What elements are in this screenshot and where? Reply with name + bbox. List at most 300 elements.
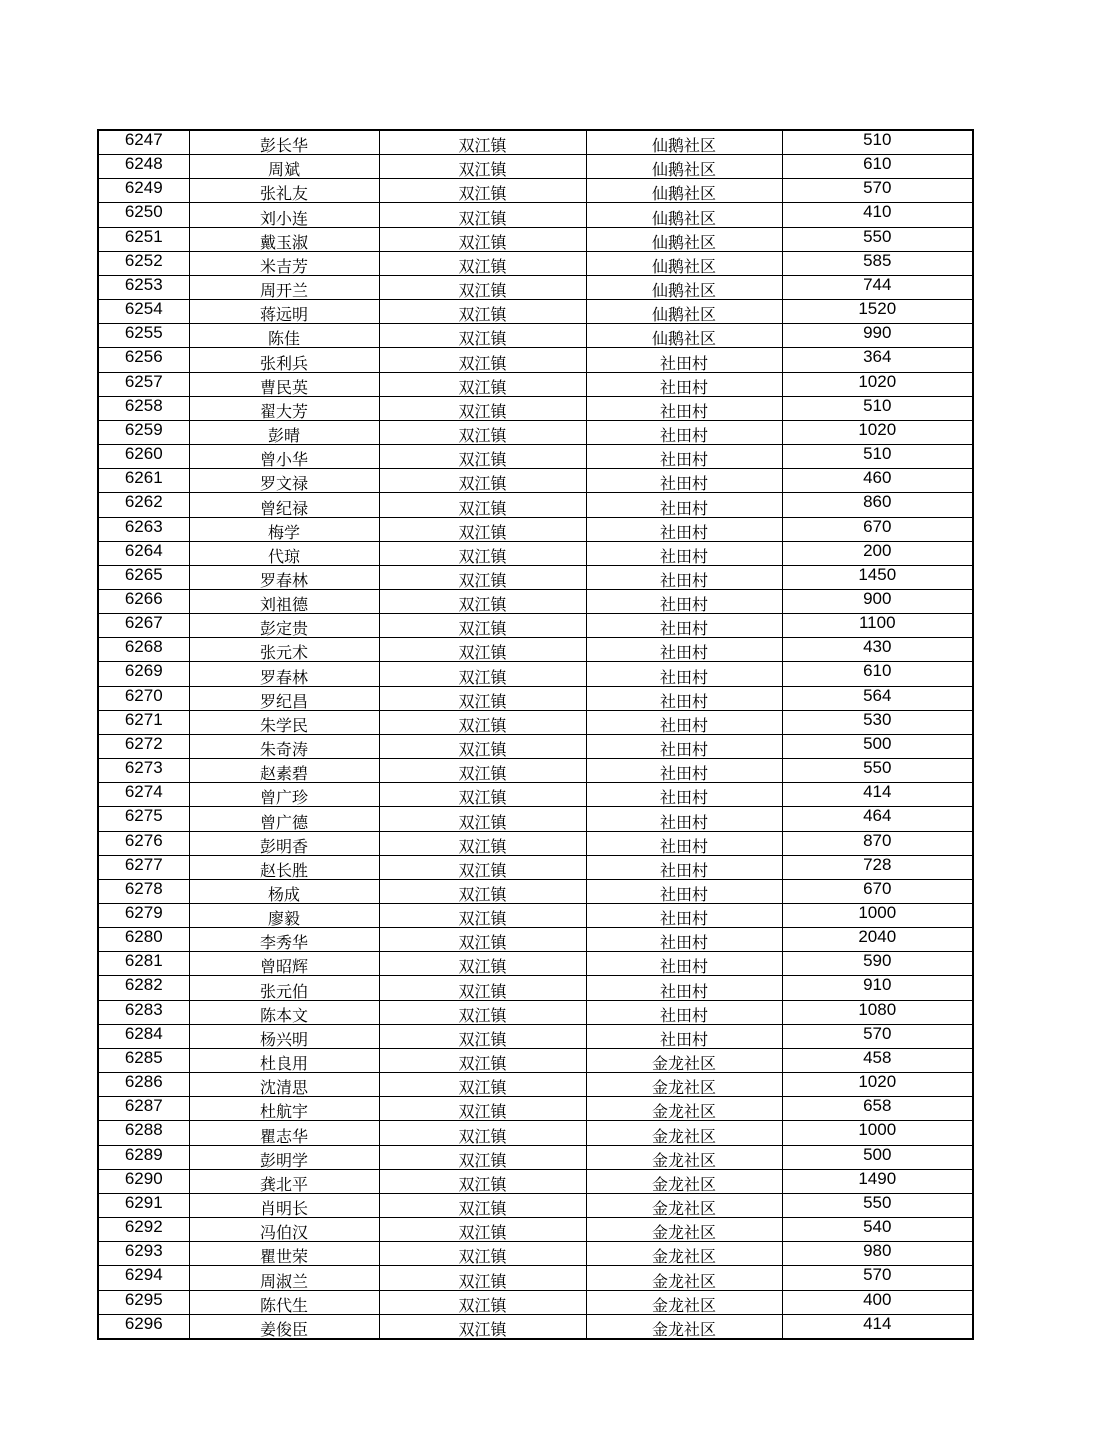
cell-town: 双江镇 [379, 614, 586, 638]
cell-id: 6263 [98, 517, 189, 541]
cell-id: 6285 [98, 1048, 189, 1072]
cell-village: 社田村 [586, 638, 782, 662]
cell-village: 社田村 [586, 686, 782, 710]
cell-id: 6265 [98, 565, 189, 589]
cell-village: 金龙社区 [586, 1073, 782, 1097]
cell-village: 社田村 [586, 493, 782, 517]
cell-name: 罗春林 [189, 662, 379, 686]
cell-id: 6266 [98, 589, 189, 613]
cell-village: 金龙社区 [586, 1097, 782, 1121]
cell-id: 6294 [98, 1266, 189, 1290]
cell-amount: 458 [782, 1048, 973, 1072]
cell-name: 彭明学 [189, 1145, 379, 1169]
table-row [98, 541, 973, 565]
cell-id: 6273 [98, 759, 189, 783]
cell-village: 金龙社区 [586, 1169, 782, 1193]
table-row [98, 614, 973, 638]
cell-id: 6291 [98, 1193, 189, 1217]
cell-id: 6283 [98, 1000, 189, 1024]
cell-amount: 585 [782, 251, 973, 275]
cell-village: 社田村 [586, 904, 782, 928]
cell-amount: 510 [782, 445, 973, 469]
cell-id: 6255 [98, 324, 189, 348]
cell-town: 双江镇 [379, 251, 586, 275]
cell-id: 6296 [98, 1314, 189, 1339]
cell-town: 双江镇 [379, 1024, 586, 1048]
cell-name: 蒋远明 [189, 300, 379, 324]
cell-name: 曾广珍 [189, 783, 379, 807]
cell-amount: 410 [782, 203, 973, 227]
cell-amount: 744 [782, 275, 973, 299]
cell-town: 双江镇 [379, 952, 586, 976]
cell-village: 金龙社区 [586, 1121, 782, 1145]
cell-amount: 510 [782, 396, 973, 420]
cell-id: 6250 [98, 203, 189, 227]
cell-town: 双江镇 [379, 348, 586, 372]
table-row [98, 831, 973, 855]
table-row [98, 638, 973, 662]
data-table [97, 129, 974, 1340]
cell-id: 6272 [98, 734, 189, 758]
cell-name: 龚北平 [189, 1169, 379, 1193]
cell-name: 罗春林 [189, 565, 379, 589]
cell-village: 社田村 [586, 1000, 782, 1024]
table-row [98, 396, 973, 420]
cell-name: 张礼友 [189, 179, 379, 203]
cell-village: 仙鹅社区 [586, 179, 782, 203]
cell-name: 姜俊臣 [189, 1314, 379, 1339]
cell-village: 金龙社区 [586, 1266, 782, 1290]
cell-town: 双江镇 [379, 1290, 586, 1314]
table-row [98, 928, 973, 952]
cell-name: 杨兴明 [189, 1024, 379, 1048]
table-row [98, 1073, 973, 1097]
cell-name: 沈清思 [189, 1073, 379, 1097]
cell-id: 6262 [98, 493, 189, 517]
cell-village: 社田村 [586, 928, 782, 952]
cell-amount: 1000 [782, 904, 973, 928]
cell-town: 双江镇 [379, 1314, 586, 1339]
cell-id: 6292 [98, 1218, 189, 1242]
cell-id: 6260 [98, 445, 189, 469]
table-row [98, 372, 973, 396]
cell-town: 双江镇 [379, 807, 586, 831]
cell-village: 社田村 [586, 614, 782, 638]
cell-id: 6248 [98, 155, 189, 179]
cell-id: 6289 [98, 1145, 189, 1169]
cell-name: 朱学民 [189, 710, 379, 734]
table-row [98, 420, 973, 444]
cell-town: 双江镇 [379, 1145, 586, 1169]
cell-name: 张元伯 [189, 976, 379, 1000]
cell-id: 6253 [98, 275, 189, 299]
cell-id: 6249 [98, 179, 189, 203]
cell-amount: 200 [782, 541, 973, 565]
cell-amount: 400 [782, 1290, 973, 1314]
cell-id: 6284 [98, 1024, 189, 1048]
cell-village: 社田村 [586, 348, 782, 372]
table-row [98, 1193, 973, 1217]
cell-amount: 430 [782, 638, 973, 662]
table-row [98, 662, 973, 686]
cell-town: 双江镇 [379, 976, 586, 1000]
cell-village: 社田村 [586, 445, 782, 469]
cell-town: 双江镇 [379, 638, 586, 662]
table-row [98, 1145, 973, 1169]
cell-village: 仙鹅社区 [586, 203, 782, 227]
cell-town: 双江镇 [379, 517, 586, 541]
cell-village: 金龙社区 [586, 1242, 782, 1266]
cell-amount: 414 [782, 1314, 973, 1339]
cell-id: 6261 [98, 469, 189, 493]
cell-amount: 550 [782, 227, 973, 251]
cell-amount: 570 [782, 1024, 973, 1048]
cell-village: 社田村 [586, 783, 782, 807]
cell-village: 金龙社区 [586, 1048, 782, 1072]
cell-village: 金龙社区 [586, 1290, 782, 1314]
cell-village: 社田村 [586, 807, 782, 831]
cell-id: 6290 [98, 1169, 189, 1193]
cell-town: 双江镇 [379, 1048, 586, 1072]
cell-name: 翟大芳 [189, 396, 379, 420]
cell-name: 朱奇涛 [189, 734, 379, 758]
cell-name: 曹民英 [189, 372, 379, 396]
cell-town: 双江镇 [379, 1193, 586, 1217]
cell-town: 双江镇 [379, 324, 586, 348]
cell-village: 社田村 [586, 759, 782, 783]
cell-id: 6256 [98, 348, 189, 372]
cell-amount: 1000 [782, 1121, 973, 1145]
cell-village: 社田村 [586, 469, 782, 493]
cell-village: 仙鹅社区 [586, 155, 782, 179]
cell-name: 杨成 [189, 879, 379, 903]
cell-village: 社田村 [586, 1024, 782, 1048]
cell-id: 6278 [98, 879, 189, 903]
table-row [98, 1048, 973, 1072]
table-row [98, 589, 973, 613]
cell-amount: 1020 [782, 1073, 973, 1097]
cell-amount: 1490 [782, 1169, 973, 1193]
table-row [98, 1266, 973, 1290]
cell-name: 肖明长 [189, 1193, 379, 1217]
cell-town: 双江镇 [379, 565, 586, 589]
table-row [98, 469, 973, 493]
table-row [98, 179, 973, 203]
cell-amount: 1100 [782, 614, 973, 638]
cell-town: 双江镇 [379, 855, 586, 879]
table-row [98, 1024, 973, 1048]
cell-id: 6247 [98, 130, 189, 155]
table-row [98, 1218, 973, 1242]
cell-town: 双江镇 [379, 469, 586, 493]
cell-name: 周淑兰 [189, 1266, 379, 1290]
cell-village: 社田村 [586, 879, 782, 903]
cell-name: 米吉芳 [189, 251, 379, 275]
table-row [98, 1097, 973, 1121]
cell-id: 6275 [98, 807, 189, 831]
cell-name: 彭晴 [189, 420, 379, 444]
cell-amount: 658 [782, 1097, 973, 1121]
cell-village: 社田村 [586, 420, 782, 444]
cell-name: 梅学 [189, 517, 379, 541]
cell-amount: 1020 [782, 420, 973, 444]
cell-town: 双江镇 [379, 420, 586, 444]
cell-town: 双江镇 [379, 130, 586, 155]
cell-town: 双江镇 [379, 734, 586, 758]
cell-town: 双江镇 [379, 1097, 586, 1121]
cell-town: 双江镇 [379, 1218, 586, 1242]
table-row [98, 734, 973, 758]
cell-village: 社田村 [586, 734, 782, 758]
cell-town: 双江镇 [379, 710, 586, 734]
cell-town: 双江镇 [379, 1121, 586, 1145]
table-row [98, 1290, 973, 1314]
cell-town: 双江镇 [379, 372, 586, 396]
cell-village: 金龙社区 [586, 1193, 782, 1217]
cell-id: 6288 [98, 1121, 189, 1145]
cell-town: 双江镇 [379, 155, 586, 179]
table-row [98, 952, 973, 976]
cell-village: 仙鹅社区 [586, 275, 782, 299]
table-row [98, 445, 973, 469]
cell-id: 6251 [98, 227, 189, 251]
cell-village: 社田村 [586, 855, 782, 879]
cell-id: 6293 [98, 1242, 189, 1266]
cell-village: 社田村 [586, 396, 782, 420]
table-row [98, 879, 973, 903]
cell-town: 双江镇 [379, 396, 586, 420]
cell-amount: 540 [782, 1218, 973, 1242]
cell-village: 仙鹅社区 [586, 300, 782, 324]
cell-amount: 590 [782, 952, 973, 976]
cell-amount: 570 [782, 179, 973, 203]
cell-name: 周斌 [189, 155, 379, 179]
table-row [98, 155, 973, 179]
table-row [98, 1121, 973, 1145]
cell-amount: 550 [782, 1193, 973, 1217]
cell-village: 仙鹅社区 [586, 324, 782, 348]
table-row [98, 275, 973, 299]
cell-village: 社田村 [586, 589, 782, 613]
table-row [98, 517, 973, 541]
cell-village: 社田村 [586, 565, 782, 589]
table-row [98, 710, 973, 734]
cell-amount: 990 [782, 324, 973, 348]
table-row [98, 783, 973, 807]
cell-name: 陈本文 [189, 1000, 379, 1024]
cell-id: 6287 [98, 1097, 189, 1121]
cell-amount: 1450 [782, 565, 973, 589]
cell-id: 6267 [98, 614, 189, 638]
cell-amount: 610 [782, 155, 973, 179]
table-row [98, 759, 973, 783]
cell-id: 6281 [98, 952, 189, 976]
cell-village: 社田村 [586, 517, 782, 541]
cell-name: 刘小连 [189, 203, 379, 227]
table-row [98, 904, 973, 928]
cell-amount: 1080 [782, 1000, 973, 1024]
table-body [98, 130, 973, 1339]
cell-village: 社田村 [586, 662, 782, 686]
cell-id: 6282 [98, 976, 189, 1000]
cell-name: 张元术 [189, 638, 379, 662]
cell-amount: 564 [782, 686, 973, 710]
cell-id: 6264 [98, 541, 189, 565]
table-row [98, 976, 973, 1000]
cell-village: 社田村 [586, 831, 782, 855]
cell-village: 社田村 [586, 952, 782, 976]
table-row [98, 807, 973, 831]
cell-town: 双江镇 [379, 928, 586, 952]
cell-town: 双江镇 [379, 783, 586, 807]
cell-id: 6277 [98, 855, 189, 879]
cell-village: 金龙社区 [586, 1145, 782, 1169]
cell-id: 6271 [98, 710, 189, 734]
cell-village: 社田村 [586, 541, 782, 565]
cell-amount: 414 [782, 783, 973, 807]
cell-amount: 728 [782, 855, 973, 879]
cell-id: 6269 [98, 662, 189, 686]
cell-id: 6254 [98, 300, 189, 324]
cell-name: 瞿志华 [189, 1121, 379, 1145]
cell-town: 双江镇 [379, 1000, 586, 1024]
cell-amount: 570 [782, 1266, 973, 1290]
cell-name: 曾广德 [189, 807, 379, 831]
cell-village: 社田村 [586, 976, 782, 1000]
cell-town: 双江镇 [379, 1073, 586, 1097]
cell-town: 双江镇 [379, 686, 586, 710]
cell-id: 6258 [98, 396, 189, 420]
cell-amount: 500 [782, 1145, 973, 1169]
cell-name: 陈代生 [189, 1290, 379, 1314]
cell-name: 彭定贵 [189, 614, 379, 638]
cell-town: 双江镇 [379, 904, 586, 928]
cell-name: 代琼 [189, 541, 379, 565]
cell-village: 社田村 [586, 372, 782, 396]
cell-town: 双江镇 [379, 300, 586, 324]
cell-village: 仙鹅社区 [586, 251, 782, 275]
cell-name: 杜航宇 [189, 1097, 379, 1121]
table-row [98, 855, 973, 879]
cell-amount: 860 [782, 493, 973, 517]
cell-town: 双江镇 [379, 1266, 586, 1290]
table-row [98, 1000, 973, 1024]
cell-name: 赵素碧 [189, 759, 379, 783]
cell-amount: 670 [782, 517, 973, 541]
cell-name: 周开兰 [189, 275, 379, 299]
cell-id: 6286 [98, 1073, 189, 1097]
table-row [98, 493, 973, 517]
cell-amount: 2040 [782, 928, 973, 952]
cell-name: 陈佳 [189, 324, 379, 348]
cell-name: 廖毅 [189, 904, 379, 928]
table-row [98, 130, 973, 155]
table-row [98, 1169, 973, 1193]
cell-amount: 460 [782, 469, 973, 493]
cell-id: 6270 [98, 686, 189, 710]
cell-village: 仙鹅社区 [586, 227, 782, 251]
cell-name: 彭长华 [189, 130, 379, 155]
cell-amount: 364 [782, 348, 973, 372]
cell-amount: 500 [782, 734, 973, 758]
cell-name: 冯伯汉 [189, 1218, 379, 1242]
cell-town: 双江镇 [379, 541, 586, 565]
cell-id: 6274 [98, 783, 189, 807]
cell-town: 双江镇 [379, 445, 586, 469]
cell-amount: 530 [782, 710, 973, 734]
cell-town: 双江镇 [379, 203, 586, 227]
cell-id: 6257 [98, 372, 189, 396]
table-row [98, 300, 973, 324]
cell-amount: 910 [782, 976, 973, 1000]
cell-amount: 550 [782, 759, 973, 783]
cell-name: 赵长胜 [189, 855, 379, 879]
cell-id: 6280 [98, 928, 189, 952]
table-row [98, 1314, 973, 1339]
cell-town: 双江镇 [379, 275, 586, 299]
cell-id: 6295 [98, 1290, 189, 1314]
table-row [98, 686, 973, 710]
cell-village: 仙鹅社区 [586, 130, 782, 155]
cell-name: 曾小华 [189, 445, 379, 469]
cell-town: 双江镇 [379, 831, 586, 855]
cell-id: 6252 [98, 251, 189, 275]
cell-town: 双江镇 [379, 879, 586, 903]
cell-town: 双江镇 [379, 589, 586, 613]
cell-id: 6276 [98, 831, 189, 855]
table-row [98, 203, 973, 227]
cell-name: 曾昭辉 [189, 952, 379, 976]
cell-amount: 670 [782, 879, 973, 903]
cell-town: 双江镇 [379, 179, 586, 203]
cell-name: 瞿世荣 [189, 1242, 379, 1266]
cell-town: 双江镇 [379, 1242, 586, 1266]
cell-amount: 900 [782, 589, 973, 613]
cell-amount: 1020 [782, 372, 973, 396]
cell-name: 罗文禄 [189, 469, 379, 493]
cell-town: 双江镇 [379, 1169, 586, 1193]
cell-amount: 464 [782, 807, 973, 831]
cell-amount: 980 [782, 1242, 973, 1266]
table-row [98, 251, 973, 275]
cell-amount: 1520 [782, 300, 973, 324]
cell-id: 6259 [98, 420, 189, 444]
cell-amount: 610 [782, 662, 973, 686]
cell-village: 金龙社区 [586, 1218, 782, 1242]
cell-name: 彭明香 [189, 831, 379, 855]
cell-name: 刘祖德 [189, 589, 379, 613]
table-row [98, 565, 973, 589]
cell-id: 6268 [98, 638, 189, 662]
table-row [98, 1242, 973, 1266]
cell-town: 双江镇 [379, 227, 586, 251]
cell-name: 李秀华 [189, 928, 379, 952]
cell-town: 双江镇 [379, 759, 586, 783]
cell-village: 金龙社区 [586, 1314, 782, 1339]
cell-amount: 870 [782, 831, 973, 855]
table-row [98, 324, 973, 348]
cell-town: 双江镇 [379, 662, 586, 686]
table-row [98, 227, 973, 251]
cell-name: 曾纪禄 [189, 493, 379, 517]
table-row [98, 348, 973, 372]
cell-name: 罗纪昌 [189, 686, 379, 710]
cell-town: 双江镇 [379, 493, 586, 517]
cell-name: 戴玉淑 [189, 227, 379, 251]
cell-village: 社田村 [586, 710, 782, 734]
cell-id: 6279 [98, 904, 189, 928]
cell-name: 张利兵 [189, 348, 379, 372]
